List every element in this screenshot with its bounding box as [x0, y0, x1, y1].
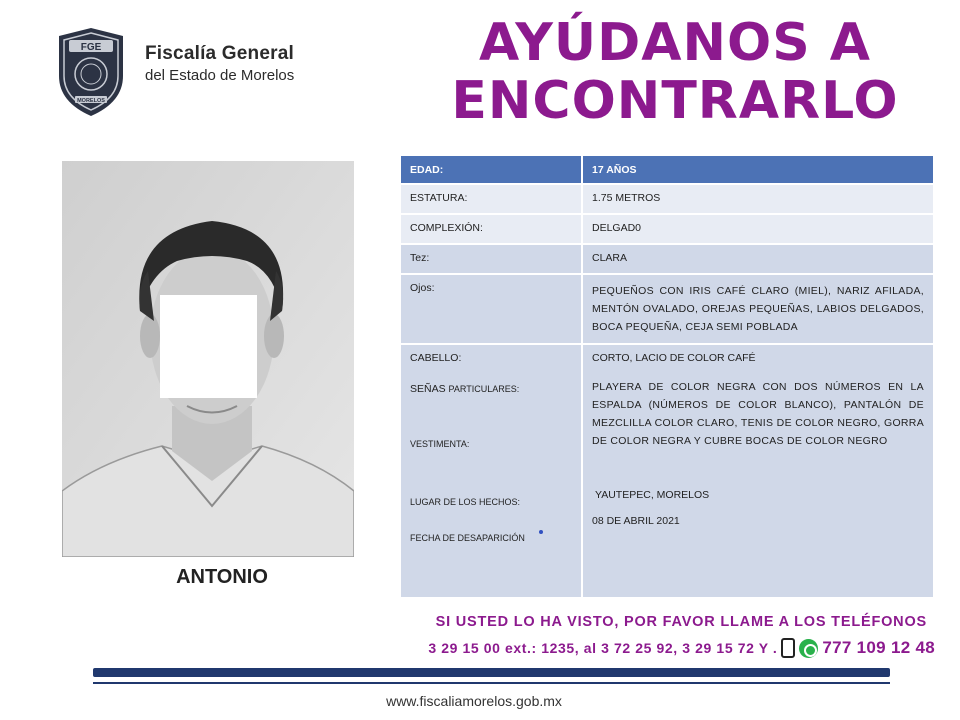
missing-person-photo — [62, 161, 354, 557]
headline — [425, 14, 925, 130]
row-complexion — [401, 213, 933, 243]
senas-label-b: PARTICULARES: — [448, 383, 520, 394]
organization-name — [145, 43, 294, 84]
person-name: ANTONIO — [176, 566, 268, 588]
vestimenta-value: PLAYERA DE COLOR NEGRA CON DOS NÚMEROS EN LA ESPALDA (NÚMEROS DE COLOR BLANCO), PANTALÓN DE MEZCLILLA COLOR CLARO, TENIS DE COLOR NEGRO, GORRA DE COLOR NEGRA Y CUBRE BOCAS DE COLOR NEGRO — [592, 381, 924, 448]
ojos-label: Ojos: — [401, 273, 583, 343]
senas-label — [410, 383, 572, 396]
details-table — [401, 156, 933, 597]
logo-badge-text: FGE — [80, 42, 102, 53]
whatsapp-icon — [799, 639, 818, 658]
headline-line-2: ENCONTRARLO — [451, 71, 899, 132]
tez-value: CLARA — [583, 243, 933, 273]
whatsapp-phone-number: 777 109 12 48 — [822, 638, 935, 657]
fge-logo — [55, 26, 127, 118]
description-labels — [401, 343, 583, 597]
contact-numbers: 3 29 15 00 ext.: 1235, al 3 72 25 92, 3 29 15 72 Y . — [428, 640, 778, 656]
complexion-label: COMPLEXIÓN: — [401, 213, 583, 243]
row-tez — [401, 243, 933, 273]
description-values — [583, 343, 933, 597]
org-name: Fiscalía General — [145, 43, 294, 64]
edad-value: 17 AÑOS — [583, 156, 933, 183]
lugar-label: LUGAR DE LOS HECHOS: — [410, 497, 521, 508]
cabello-value: CORTO, LACIO DE COLOR CAFÉ — [592, 352, 756, 365]
vestimenta-label: VESTIMENTA: — [410, 439, 470, 450]
cabello-label: CABELLO: — [410, 352, 462, 365]
row-edad — [401, 156, 933, 183]
tez-label: Tez: — [401, 243, 583, 273]
headline-line-1: AYÚDANOS A — [478, 13, 872, 73]
senas-label-a: SEÑAS — [410, 382, 446, 395]
fecha-value: 08 DE ABRIL 2021 — [592, 515, 680, 528]
website-link[interactable]: www.fiscaliamorelos.gob.mx — [386, 693, 562, 709]
ojos-value: PEQUEÑOS CON IRIS CAFÉ CLARO (MIEL), NARIZ AFILADA, MENTÓN OVALADO, OREJAS PEQUEÑAS, LABIOS DELGADOS, BOCA PEQUEÑA, CEJA SEMI POBLADA — [583, 273, 933, 343]
marker-dot — [539, 530, 543, 534]
lugar-value: YAUTEPEC, MORELOS — [595, 489, 710, 502]
row-estatura — [401, 183, 933, 213]
complexion-value: DELGAD0 — [583, 213, 933, 243]
mobile-phone-icon — [781, 638, 795, 658]
org-subtitle: del Estado de Morelos — [145, 67, 295, 84]
edad-label: EDAD: — [401, 156, 583, 183]
fecha-label: FECHA DE DESAPARICIÓN — [410, 532, 525, 543]
row-ojos — [401, 273, 933, 343]
contact-section — [375, 614, 935, 658]
contact-line-1: SI USTED LO HA VISTO, POR FAVOR LLAME A LOS TELÉFONOS — [435, 614, 927, 630]
estatura-label: ESTATURA: — [401, 183, 583, 213]
footer-bar — [93, 668, 890, 677]
row-descripcion — [401, 343, 933, 597]
contact-line-2 — [375, 638, 935, 658]
footer-divider — [93, 682, 890, 684]
logo-badge-bottom: MORELOS — [77, 98, 105, 104]
estatura-value: 1.75 METROS — [583, 183, 933, 213]
